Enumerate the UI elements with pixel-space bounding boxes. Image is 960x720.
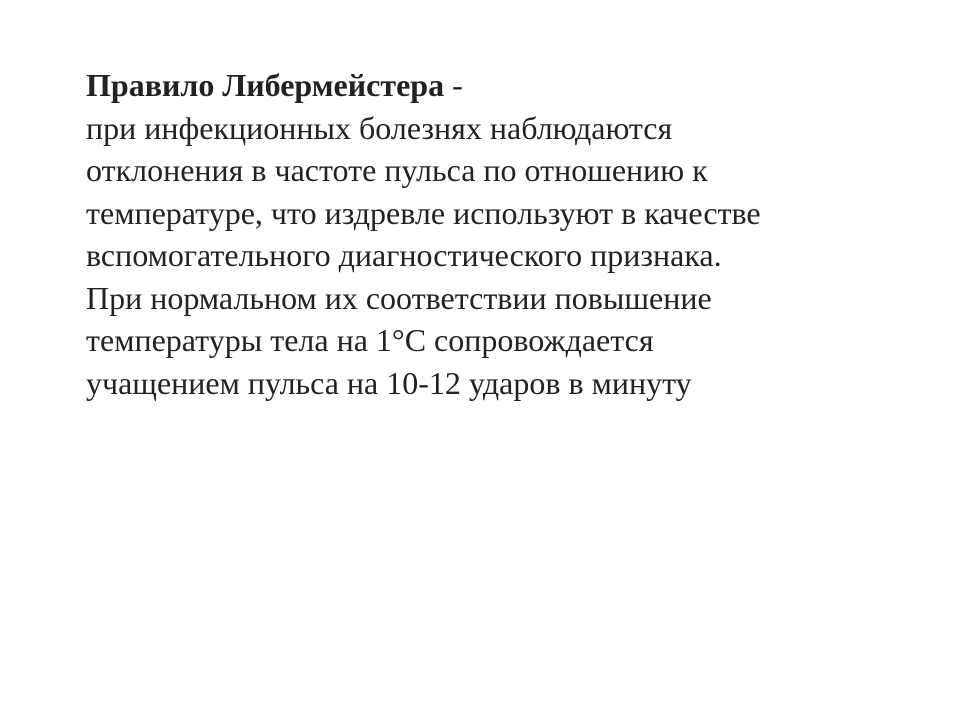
slide-title: Правило Либермейстера — [86, 67, 445, 103]
body-line: вспомогательного диагностического признака. — [86, 237, 722, 273]
slide-text-block — [86, 64, 906, 404]
body-line: учащением пульса на 10-12 ударов в минуту — [86, 364, 692, 401]
title-dash: - — [444, 67, 463, 103]
body-line: отклонения в частоте пульса по отношению к — [86, 152, 708, 188]
body-line: температуре, что издревле используют в качестве — [86, 194, 761, 231]
title-line — [86, 64, 906, 107]
body-line: При нормальном их соответствии повышение — [86, 279, 712, 316]
body-line: температуры тела на 1°С сопровождается — [86, 322, 654, 358]
body-line: при инфекционных болезнях наблюдаются — [86, 109, 673, 146]
